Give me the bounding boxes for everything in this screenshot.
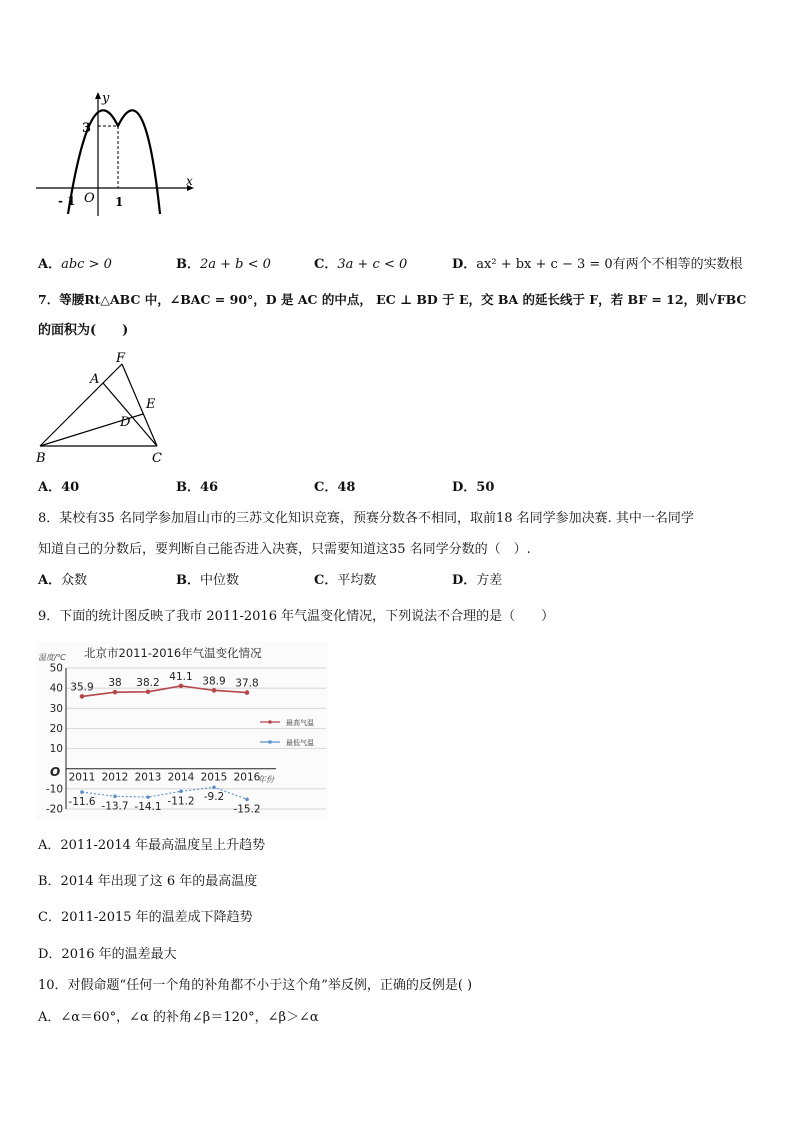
q7-option-b-text: 46 bbox=[200, 480, 219, 495]
data-label: -11.2 bbox=[167, 795, 195, 808]
q9-option-b: B．2014 年出现了这 6 年的最高温度 bbox=[38, 874, 258, 889]
legend-label: 最高气温 bbox=[286, 719, 314, 727]
q6-option-d bbox=[452, 256, 743, 274]
chart-title: 北京市2011-2016年气温变化情况 bbox=[84, 646, 262, 660]
legend-marker bbox=[268, 720, 272, 724]
q8-stem-line2: 知道自己的分数后，要判断自己能否进入决赛，只需要知道这35 名同学分数的（ ）. bbox=[38, 542, 531, 557]
label-c: C bbox=[152, 451, 162, 466]
data-point bbox=[146, 689, 151, 694]
parabola-figure bbox=[30, 88, 200, 218]
q8-option-a-letter: A． bbox=[38, 573, 62, 588]
q8-option-b bbox=[176, 572, 239, 590]
data-label: 38.9 bbox=[202, 675, 226, 688]
q7-option-c bbox=[314, 479, 355, 497]
q7-stem-line2: 的面积为( ) bbox=[38, 323, 129, 338]
data-label: 38 bbox=[108, 677, 122, 690]
data-label: 41.1 bbox=[169, 670, 193, 683]
y-tick-label: 20 bbox=[49, 722, 63, 735]
origin-label: O bbox=[84, 191, 95, 206]
y-tick-label: -10 bbox=[45, 783, 63, 796]
label-a: A bbox=[90, 372, 100, 387]
q8-option-c bbox=[314, 572, 376, 590]
data-label: -11.6 bbox=[68, 796, 96, 809]
data-label: -14.1 bbox=[134, 801, 162, 814]
y-tick-label: 10 bbox=[49, 743, 63, 756]
x-tick-neg1: - 1 bbox=[58, 194, 76, 208]
q6-option-a bbox=[38, 256, 112, 274]
data-point bbox=[113, 690, 118, 695]
data-point bbox=[179, 684, 184, 689]
q7-option-c-text: 48 bbox=[337, 480, 356, 495]
y-tick-3: 3 bbox=[82, 121, 92, 136]
q10-option-a: A．∠α＝60°，∠α 的补角∠β＝120°，∠β＞∠α bbox=[38, 1010, 319, 1025]
q7-option-a bbox=[38, 479, 79, 497]
data-point bbox=[80, 694, 85, 699]
data-point bbox=[146, 795, 150, 799]
q10-stem: 10．对假命题“任何一个角的补角都不小于这个角”举反例，正确的反例是( ) bbox=[38, 978, 473, 993]
label-d: D bbox=[120, 415, 131, 430]
y-tick-label: 50 bbox=[49, 662, 63, 675]
q8-option-d-text: 方差 bbox=[476, 573, 503, 588]
q7-stem-line1: 7．等腰Rt△ABC 中，∠BAC = 90°，D 是 AC 的中点， EC ⊥ BD 于 E，交 BA 的延长线于 F，若 BF = 12，则√FBC bbox=[38, 292, 747, 307]
q6-option-d-text: ax² + bx + c − 3 = 0有两个不相等的实数根 bbox=[476, 257, 743, 272]
q7-option-d-text: 50 bbox=[476, 480, 495, 495]
y-tick-label: -20 bbox=[45, 803, 63, 816]
data-label: 35.9 bbox=[70, 681, 94, 694]
q8-option-b-letter: B． bbox=[176, 573, 200, 588]
triangle-figure bbox=[30, 350, 180, 468]
data-label: -9.2 bbox=[203, 791, 225, 804]
q7-option-a-text: 40 bbox=[61, 480, 80, 495]
q7-option-d bbox=[452, 479, 494, 497]
label-b: B bbox=[36, 451, 46, 466]
q6-option-c-text: 3a + c < 0 bbox=[337, 257, 408, 272]
data-label: -15.2 bbox=[233, 803, 261, 816]
data-point bbox=[179, 789, 183, 793]
q9-stem: 9．下面的统计图反映了我市 2011-2016 年气温变化情况，下列说法不合理的是（ ） bbox=[38, 609, 555, 624]
x-tick-label: 2014 bbox=[167, 771, 195, 784]
chart-origin-label: O bbox=[50, 765, 61, 779]
q6-option-a-letter: A． bbox=[38, 257, 62, 272]
q7-option-c-letter: C． bbox=[314, 480, 338, 495]
q6-option-b bbox=[176, 256, 271, 274]
data-label: -13.7 bbox=[101, 800, 129, 813]
q6-option-b-letter: B． bbox=[176, 257, 200, 272]
q7-option-b-letter: B． bbox=[176, 480, 200, 495]
chart-xlabel: 年份 bbox=[258, 775, 274, 784]
chart-ylabel: 温度/℃ bbox=[38, 653, 66, 662]
data-point bbox=[212, 785, 216, 789]
data-label: 37.8 bbox=[235, 677, 259, 690]
q6-option-a-text: abc > 0 bbox=[61, 257, 112, 272]
x-tick-label: 2013 bbox=[134, 771, 162, 784]
data-point bbox=[245, 798, 249, 802]
legend-marker bbox=[268, 740, 272, 744]
q8-option-d-letter: D． bbox=[452, 573, 477, 588]
q8-stem-line1: 8．某校有35 名同学参加眉山市的三苏文化知识竞赛，预赛分数各不相同，取前18 名同学参加决赛. 其中一名同学 bbox=[38, 511, 694, 526]
q7-option-b bbox=[176, 479, 218, 497]
temperature-chart bbox=[36, 642, 328, 820]
q6-option-c bbox=[314, 256, 407, 274]
x-axis-label: x bbox=[186, 174, 193, 188]
y-axis-label: y bbox=[102, 91, 110, 106]
data-point bbox=[245, 690, 250, 695]
q8-option-b-text: 中位数 bbox=[200, 573, 240, 588]
label-e: E bbox=[146, 397, 156, 412]
q8-option-a bbox=[38, 572, 87, 590]
q7-option-d-letter: D． bbox=[452, 480, 477, 495]
data-point bbox=[212, 688, 217, 693]
q6-option-b-text: 2a + b < 0 bbox=[200, 257, 271, 272]
q9-option-c: C．2011-2015 年的温差成下降趋势 bbox=[38, 910, 253, 925]
q9-option-d: D．2016 年的温差最大 bbox=[38, 947, 177, 962]
data-label: 38.2 bbox=[136, 676, 160, 689]
x-tick-label: 2015 bbox=[200, 771, 228, 784]
y-tick-label: 30 bbox=[49, 702, 63, 715]
legend-label: 最低气温 bbox=[286, 739, 314, 747]
q8-option-c-text: 平均数 bbox=[337, 573, 377, 588]
data-point bbox=[113, 795, 117, 799]
q8-option-c-letter: C． bbox=[314, 573, 338, 588]
data-point bbox=[80, 790, 84, 794]
q8-option-d bbox=[452, 572, 502, 590]
x-tick-label: 2012 bbox=[101, 771, 129, 784]
x-tick-1: 1 bbox=[115, 195, 124, 209]
q7-option-a-letter: A． bbox=[38, 480, 62, 495]
x-tick-label: 2011 bbox=[68, 771, 96, 784]
q6-option-c-letter: C． bbox=[314, 257, 338, 272]
y-tick-label: 40 bbox=[49, 682, 63, 695]
label-f: F bbox=[116, 351, 126, 366]
q6-option-d-letter: D． bbox=[452, 257, 477, 272]
q8-option-a-text: 众数 bbox=[61, 573, 88, 588]
x-tick-label: 2016 bbox=[233, 771, 261, 784]
q9-option-a: A．2011-2014 年最高温度呈上升趋势 bbox=[38, 838, 266, 853]
